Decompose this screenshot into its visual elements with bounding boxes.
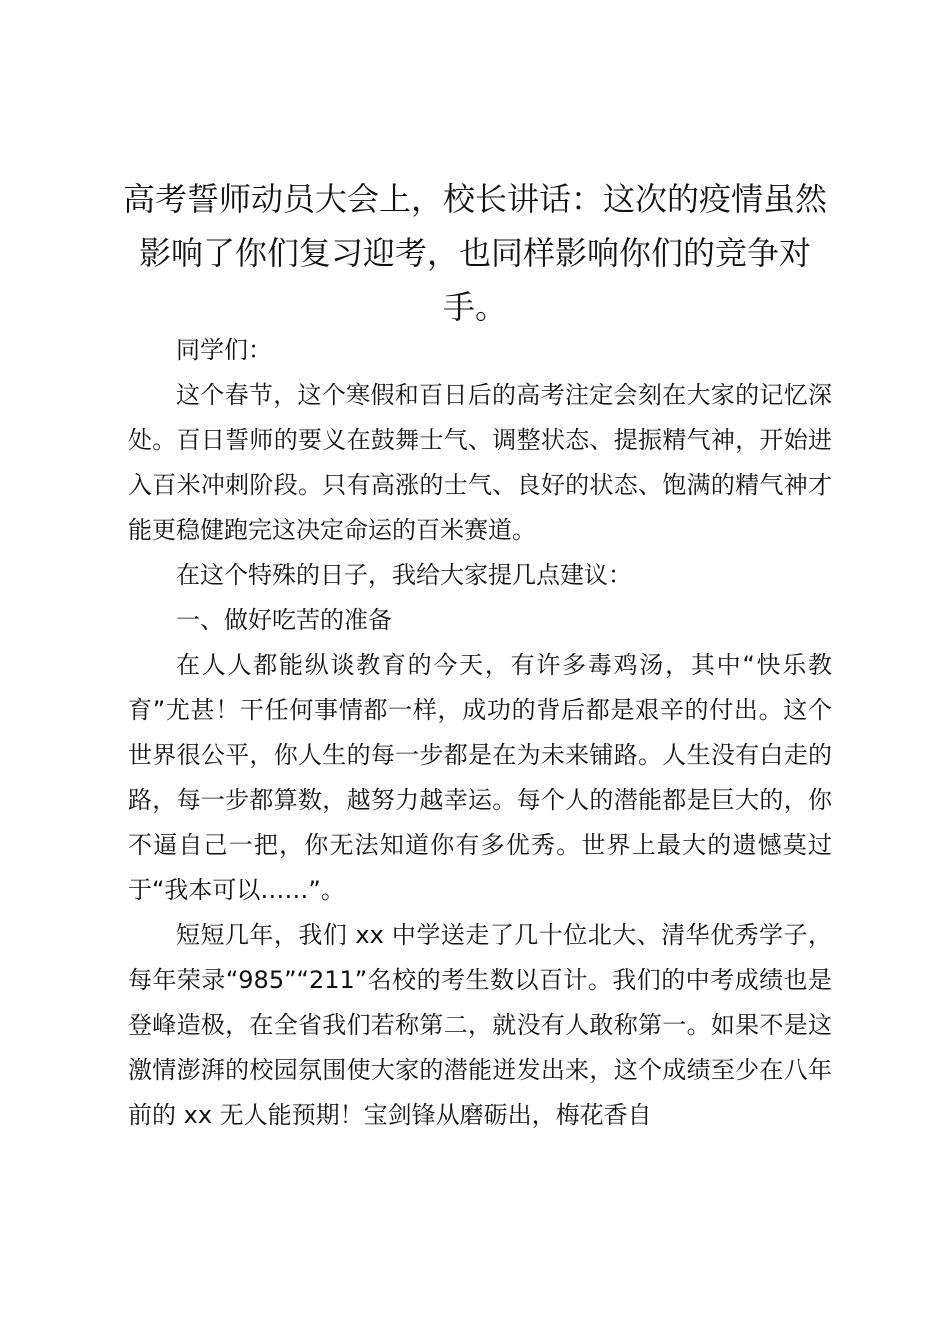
paragraph-school-achievements: 短短几年，我们 xx 中学送走了几十位北大、清华优秀学子，每年荣录“985”“211”名校的考生数以百计。我们的中考成绩也是登峰造极，在全省我们若称第二，就没有人敢称第一。如果不是这激情澎湃的校园氛围使大家的潜能迸发出来，这个成绩至少在八年前的 xx 无人能预期！宝剑锋从磨砺出，梅花香自 [128, 921, 832, 1129]
document-body [128, 328, 832, 1138]
paragraph-greeting: 同学们： [176, 336, 272, 364]
document-title: 高考誓师动员大会上，校长讲话：这次的疫情虽然影响了你们复习迎考，也同样影响你们的竞争对手。 [122, 180, 827, 326]
paragraph-suggestions-lead: 在这个特殊的日子，我给大家提几点建议： [176, 561, 632, 589]
paragraph-intro: 这个春节，这个寒假和百日后的高考注定会刻在大家的记忆深处。百日誓师的要义在鼓舞士气、调整状态、提振精气神，开始进入百米冲刺阶段。只有高涨的士气、良好的状态、饱满的精气神才能更稳健跑完这决定命运的百米赛道。 [128, 381, 832, 544]
section-heading-1: 一、做好吃苦的准备 [176, 606, 392, 634]
paragraph-hardship: 在人人都能纵谈教育的今天，有许多毒鸡汤，其中“快乐教育”尤甚！干任何事情都一样，成功的背后都是艰辛的付出。这个世界很公平，你人生的每一步都是在为未来铺路。人生没有白走的路，每一步都算数，越努力越幸运。每个人的潜能都是巨大的，你不逼自己一把，你无法知道你有多优秀。世界上最大的遗憾莫过于“我本可以……”。 [128, 651, 832, 904]
